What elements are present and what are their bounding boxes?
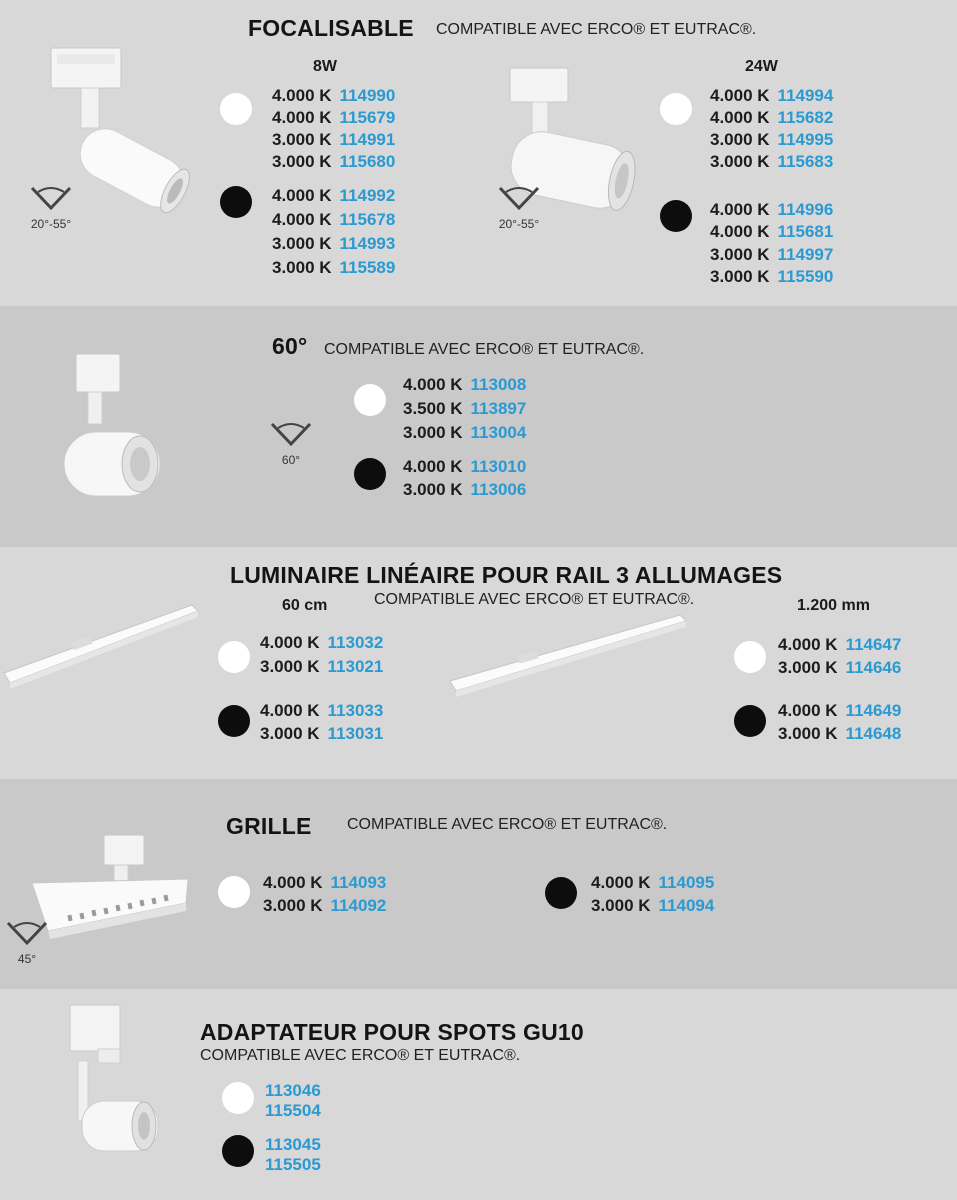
finish-white-dot xyxy=(222,1082,254,1114)
section-focalisable xyxy=(0,0,957,306)
ref-row: 4.000 K 114647 xyxy=(778,635,902,654)
beam-angle-label: 45° xyxy=(17,952,37,966)
beam-angle-icon xyxy=(496,184,542,214)
ref-row: 3.000 K 115683 xyxy=(710,152,834,171)
beam-angle-label: 20°-55° xyxy=(30,217,72,231)
section-title: LUMINAIRE LINÉAIRE POUR RAIL 3 ALLUMAGES xyxy=(230,562,783,588)
ref-row: 113045 xyxy=(265,1135,321,1154)
compat-text: COMPATIBLE AVEC ERCO® ET EUTRAC®. xyxy=(374,591,695,608)
ref-row: 3.000 K 115589 xyxy=(272,258,396,277)
finish-black-dot xyxy=(222,1135,254,1167)
finish-black-dot xyxy=(734,705,766,737)
finish-black-dot xyxy=(354,458,386,490)
section-grille xyxy=(0,779,957,989)
ref-row: 3.000 K 114991 xyxy=(272,130,396,149)
ref-row: 3.000 K 114092 xyxy=(263,896,387,915)
compat-text: COMPATIBLE AVEC ERCO® ET EUTRAC®. xyxy=(347,816,668,833)
ref-row: 4.000 K 113008 xyxy=(403,375,527,394)
power-label-8w: 8W xyxy=(313,58,337,75)
ref-row: 3.000 K 113021 xyxy=(260,657,384,676)
spot-60-degree-image xyxy=(58,350,168,505)
ref-row: 3.000 K 114646 xyxy=(778,658,902,677)
finish-black-dot xyxy=(220,186,252,218)
ref-row: 3.000 K 114993 xyxy=(272,234,396,253)
grille-image xyxy=(28,831,198,946)
beam-angle-indicator xyxy=(268,420,314,467)
ref-row: 113046 xyxy=(265,1081,321,1100)
finish-white-dot xyxy=(220,93,252,125)
ref-row: 4.000 K 114992 xyxy=(272,186,396,205)
compat-text: COMPATIBLE AVEC ERCO® ET EUTRAC®. xyxy=(436,21,757,38)
beam-angle-icon xyxy=(268,420,314,450)
ref-row: 4.000 K 115681 xyxy=(710,222,834,241)
section-lineaire xyxy=(0,547,957,779)
beam-angle-indicator xyxy=(28,184,74,231)
ref-row: 4.000 K 114996 xyxy=(710,200,834,219)
finish-white-dot xyxy=(734,641,766,673)
compat-text: COMPATIBLE AVEC ERCO® ET EUTRAC®. xyxy=(324,341,645,358)
ref-row: 115504 xyxy=(265,1101,321,1120)
linear-1200mm-image xyxy=(448,609,688,704)
section-title: GRILLE xyxy=(226,813,312,839)
ref-row: 3.000 K 115590 xyxy=(710,267,834,286)
beam-angle-label: 20°-55° xyxy=(498,217,540,231)
beam-angle-icon xyxy=(28,184,74,214)
adaptateur-gu10-image xyxy=(62,999,172,1174)
finish-black-dot xyxy=(218,705,250,737)
ref-row: 4.000 K 114093 xyxy=(263,873,387,892)
ref-row: 3.000 K 113031 xyxy=(260,724,384,743)
ref-row: 3.000 K 113004 xyxy=(403,423,527,442)
section-60-degree xyxy=(0,306,957,547)
section-title: 60° xyxy=(272,333,308,359)
beam-angle-indicator xyxy=(4,919,50,966)
beam-angle-icon xyxy=(4,919,50,949)
finish-black-dot xyxy=(545,877,577,909)
compat-text: COMPATIBLE AVEC ERCO® ET EUTRAC®. xyxy=(200,1047,521,1064)
power-label-24w: 24W xyxy=(745,58,778,75)
beam-angle-label: 60° xyxy=(281,453,301,467)
section-title: ADAPTATEUR POUR SPOTS GU10 xyxy=(200,1019,584,1045)
ref-row: 4.000 K 115678 xyxy=(272,210,396,229)
ref-row: 3.000 K 114995 xyxy=(710,130,834,149)
finish-white-dot xyxy=(354,384,386,416)
ref-row: 115505 xyxy=(265,1155,321,1174)
ref-row: 4.000 K 115679 xyxy=(272,108,396,127)
size-label-60cm: 60 cm xyxy=(282,597,328,614)
ref-row: 3.000 K 114997 xyxy=(710,245,834,264)
finish-white-dot xyxy=(218,876,250,908)
linear-60cm-image xyxy=(2,599,202,694)
ref-row: 4.000 K 113010 xyxy=(403,457,527,476)
ref-row: 4.000 K 114990 xyxy=(272,86,396,105)
section-adaptateur xyxy=(0,989,957,1200)
ref-row: 4.000 K 113032 xyxy=(260,633,384,652)
finish-white-dot xyxy=(660,93,692,125)
beam-angle-indicator xyxy=(496,184,542,231)
ref-row: 4.000 K 114649 xyxy=(778,701,902,720)
finish-white-dot xyxy=(218,641,250,673)
ref-row: 3.000 K 115680 xyxy=(272,152,396,171)
size-label-1200mm: 1.200 mm xyxy=(797,597,870,614)
finish-black-dot xyxy=(660,200,692,232)
ref-row: 4.000 K 115682 xyxy=(710,108,834,127)
ref-row: 3.500 K 113897 xyxy=(403,399,527,418)
ref-row: 3.000 K 114094 xyxy=(591,896,715,915)
ref-row: 3.000 K 114648 xyxy=(778,724,902,743)
ref-row: 3.000 K 113006 xyxy=(403,480,527,499)
ref-row: 4.000 K 114095 xyxy=(591,873,715,892)
ref-row: 4.000 K 113033 xyxy=(260,701,384,720)
section-title: FOCALISABLE xyxy=(248,15,414,41)
ref-row: 4.000 K 114994 xyxy=(710,86,834,105)
